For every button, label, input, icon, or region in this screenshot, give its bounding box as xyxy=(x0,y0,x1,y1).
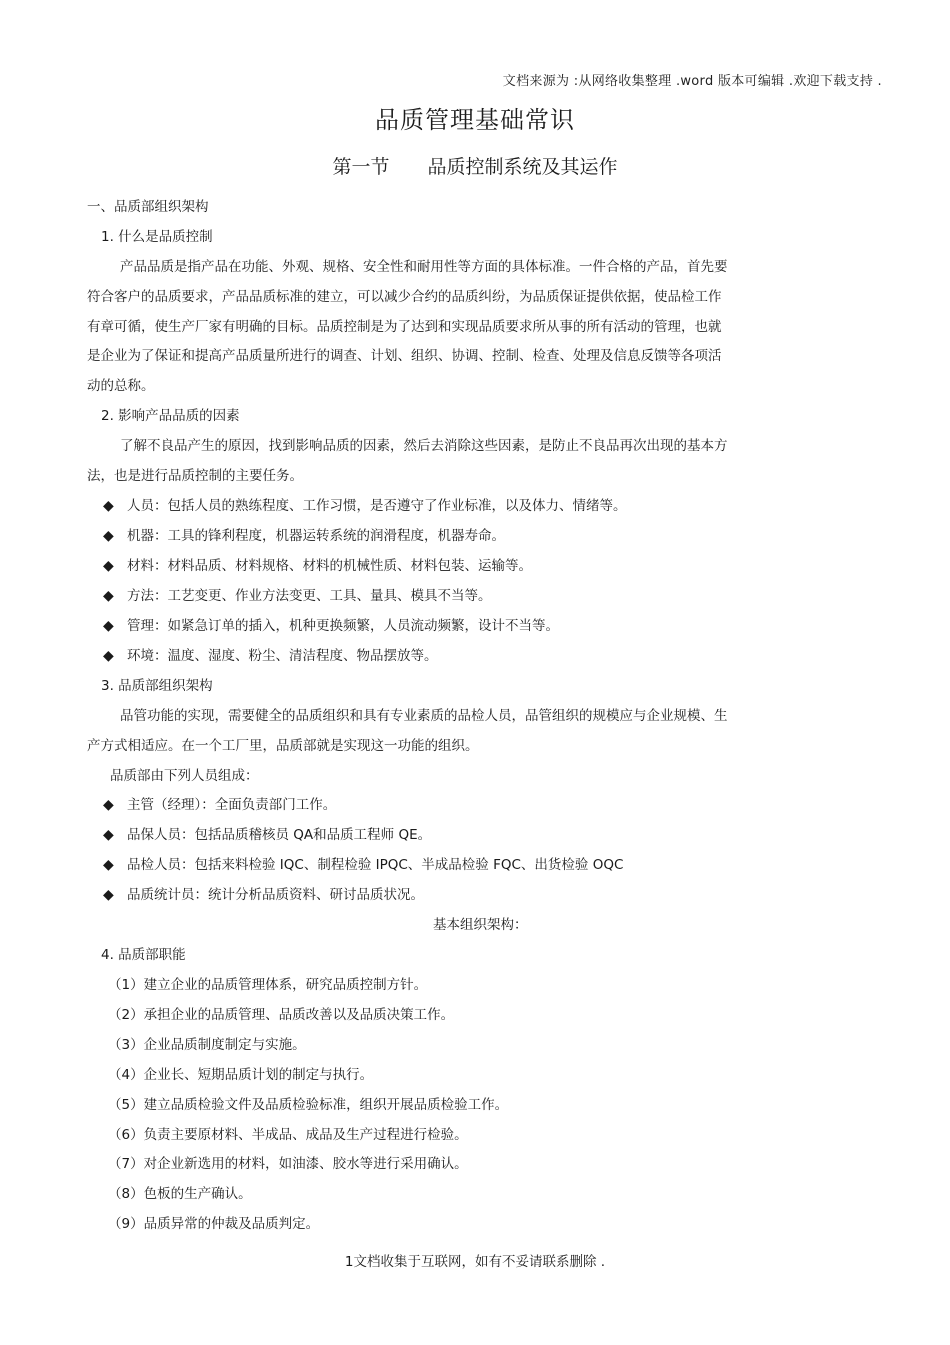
bullet-item: ◆ 品质统计员：统计分析品质资料、研讨品质状况。 xyxy=(103,887,424,903)
subheading-2: 2. 影响产品品质的因素 xyxy=(101,408,240,424)
paragraph-line: 产品品质是指产品在功能、外观、规格、安全性和耐用性等方面的具体标准。一件合格的产品，首先要 xyxy=(120,259,728,275)
list-item: （5）建立品质检验文件及品质检验标准，组织开展品质检验工作。 xyxy=(108,1097,509,1113)
bullet-item: ◆ 环境：温度、湿度、粉尘、清洁程度、物品摆放等。 xyxy=(103,648,438,664)
section-number: 第一节 xyxy=(332,156,390,178)
page-footer: 1文档收集于互联网，如有不妥请联系删除 . xyxy=(344,1254,606,1270)
list-item: （7）对企业新选用的材料，如油漆、胶水等进行采用确认。 xyxy=(108,1156,468,1172)
diamond-bullet-icon: ◆ xyxy=(103,618,114,634)
bullet-item: ◆ 主管（经理）：全面负责部门工作。 xyxy=(103,797,337,813)
diamond-bullet-icon: ◆ xyxy=(103,588,114,604)
paragraph-line: 有章可循，使生产厂家有明确的目标。品质控制是为了达到和实现品质要求所从事的所有活动的管理，也就 xyxy=(87,319,722,335)
section-title xyxy=(0,152,950,179)
diamond-bullet-icon: ◆ xyxy=(103,827,114,843)
subheading-3: 3. 品质部组织架构 xyxy=(101,678,213,694)
header-note: 文档来源为 :从网络收集整理 .word 版本可编辑 .欢迎下载支持 . xyxy=(502,74,882,89)
diamond-bullet-icon: ◆ xyxy=(103,498,114,514)
bullet-item: ◆ 品保人员：包括品质稽核员 QA和品质工程师 QE。 xyxy=(103,827,432,843)
list-item: （4）企业长、短期品质计划的制定与执行。 xyxy=(108,1067,374,1083)
subheading-1: 1. 什么是品质控制 xyxy=(101,229,213,245)
paragraph-line: 动的总称。 xyxy=(87,378,155,394)
paragraph-line: 法，也是进行品质控制的主要任务。 xyxy=(87,468,303,484)
paragraph-line: 品质部由下列人员组成： xyxy=(110,768,259,784)
bullet-item: ◆ 人员：包括人员的熟练程度、工作习惯，是否遵守了作业标准，以及体力、情绪等。 xyxy=(103,498,627,514)
bullet-item: ◆ 机器：工具的锋利程度，机器运转系统的润滑程度，机器寿命。 xyxy=(103,528,505,544)
bullet-item: ◆ 品检人员：包括来料检验 IQC、制程检验 IPQC、半成品检验 FQC、出货检验 OQC xyxy=(103,857,624,873)
diamond-bullet-icon: ◆ xyxy=(103,558,114,574)
list-item: （8）色板的生产确认。 xyxy=(108,1186,252,1202)
paragraph-line: 产方式相适应。在一个工厂里，品质部就是实现这一功能的组织。 xyxy=(87,738,479,754)
document-title: 品质管理基础常识 xyxy=(375,106,575,134)
paragraph-line: 是企业为了保证和提高产品质量所进行的调查、计划、组织、协调、控制、检查、处理及信息反馈等各项活 xyxy=(87,348,722,364)
heading-part-one: 一、品质部组织架构 xyxy=(87,199,209,215)
list-item: （2）承担企业的品质管理、品质改善以及品质决策工作。 xyxy=(108,1007,455,1023)
list-item: （1）建立企业的品质管理体系，研究品质控制方针。 xyxy=(108,977,428,993)
section-name: 品质控制系统及其运作 xyxy=(427,156,618,178)
paragraph-line: 符合客户的品质要求，产品品质标准的建立，可以减少合约的品质纠纷，为品质保证提供依据，使品检工作 xyxy=(87,289,722,305)
paragraph-line: 品管功能的实现，需要健全的品质组织和具有专业素质的品检人员，品管组织的规模应与企业规模、生 xyxy=(120,708,728,724)
paragraph-line: 了解不良品产生的原因，找到影响品质的因素，然后去消除这些因素，是防止不良品再次出现的基本方 xyxy=(120,438,728,454)
list-item: （9）品质异常的仲裁及品质判定。 xyxy=(108,1216,320,1232)
subheading-4: 4. 品质部职能 xyxy=(101,947,186,963)
bullet-item: ◆ 材料：材料品质、材料规格、材料的机械性质、材料包装、运输等。 xyxy=(103,558,532,574)
bullet-item: ◆ 管理：如紧急订单的插入，机种更换频繁，人员流动频繁，设计不当等。 xyxy=(103,618,559,634)
diamond-bullet-icon: ◆ xyxy=(103,648,114,664)
diamond-bullet-icon: ◆ xyxy=(103,797,114,813)
list-item: （3）企业品质制度制定与实施。 xyxy=(108,1037,306,1053)
diamond-bullet-icon: ◆ xyxy=(103,857,114,873)
diamond-bullet-icon: ◆ xyxy=(103,528,114,544)
org-chart-label: 基本组织架构： xyxy=(433,917,528,933)
list-item: （6）负责主要原材料、半成品、成品及生产过程进行检验。 xyxy=(108,1127,468,1143)
diamond-bullet-icon: ◆ xyxy=(103,887,114,903)
bullet-item: ◆ 方法：工艺变更、作业方法变更、工具、量具、模具不当等。 xyxy=(103,588,492,604)
